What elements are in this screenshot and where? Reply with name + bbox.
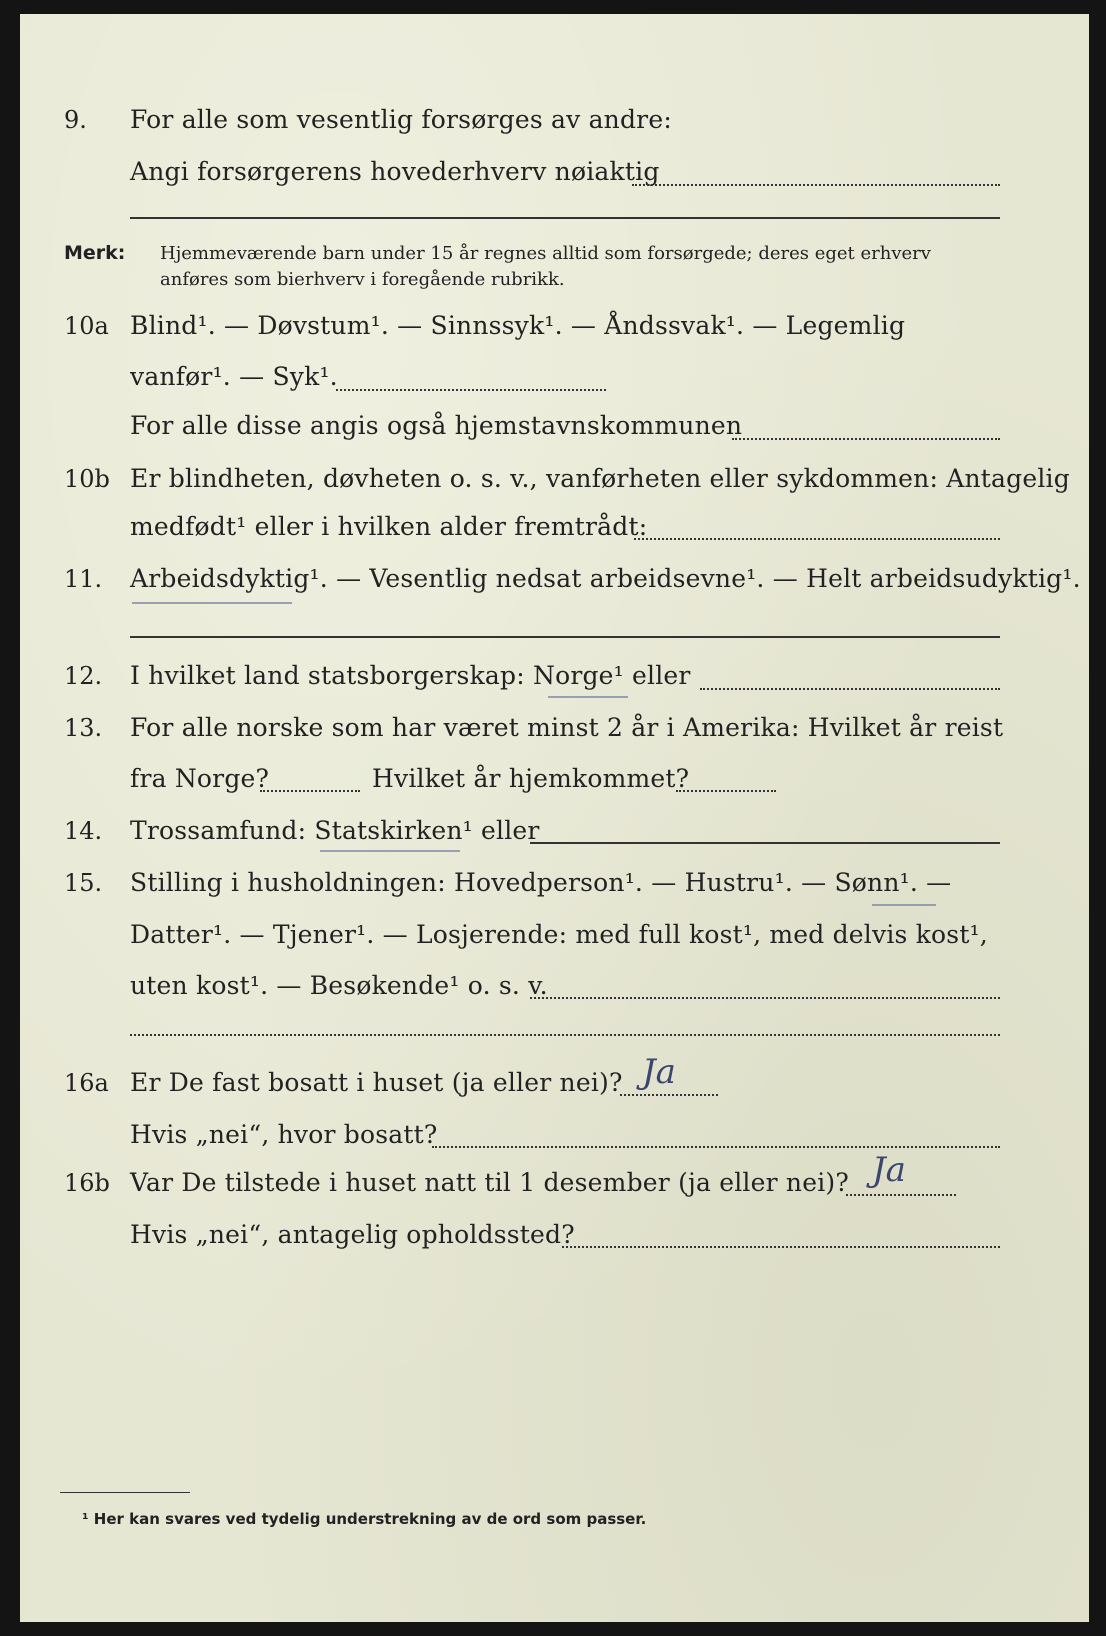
q10a-line1: Blind¹. — Døvstum¹. — Sinnssyk¹. — Åndssvak¹. — Legemlig: [130, 311, 906, 340]
q10b-number: 10b: [64, 465, 110, 493]
q9-answer-line-2[interactable]: [130, 217, 1000, 219]
q16b-line2: Hvis „nei“, antagelig opholdssted?: [130, 1220, 575, 1249]
q9-line2: Angi forsørgerens hovederhverv nøiaktig: [130, 157, 660, 186]
q9-line1: For alle som vesentlig forsørges av andre:: [130, 105, 672, 134]
q10a-number: 10a: [64, 312, 109, 340]
q15-line1: Stilling i husholdningen: Hovedperson¹. — Hustru¹. — Sønn¹. —: [130, 868, 952, 897]
q12-handwritten-underline: [548, 696, 628, 698]
q10b-line1: Er blindheten, døvheten o. s. v., vanførheten eller sykdommen: Antagelig: [130, 464, 1070, 493]
q13-hjemkommet-answer-line[interactable]: [676, 790, 776, 792]
q15-answer-line[interactable]: [530, 997, 1000, 999]
q10b-answer-line[interactable]: [634, 538, 1000, 540]
q14-line1: Trossamfund: Statskirken¹ eller: [130, 816, 540, 845]
q12-line1: I hvilket land statsborgerskap: Norge¹ eller: [130, 661, 691, 690]
q16a-handwritten-answer: Ja: [642, 1052, 676, 1092]
q11-answer-line[interactable]: [130, 636, 1000, 638]
q16a-line2: Hvis „nei“, hvor bosatt?: [130, 1120, 438, 1149]
q15-handwritten-underline: [872, 904, 936, 906]
q9-answer-line[interactable]: [632, 184, 1000, 186]
q13-reist-answer-line[interactable]: [260, 790, 360, 792]
q14-handwritten-underline: [320, 850, 460, 852]
merk-line2: anføres som bierhverv i foregående rubrikk.: [160, 269, 565, 290]
q15-number: 15.: [64, 869, 103, 897]
q11-number: 11.: [64, 565, 103, 593]
q13-line2b: Hvilket år hjemkommet?: [372, 764, 690, 793]
q10a-line2: vanfør¹. — Syk¹.: [130, 362, 338, 391]
q15-answer-line-2[interactable]: [130, 1034, 1000, 1036]
q16b-handwritten-answer: Ja: [872, 1150, 906, 1190]
q11-handwritten-underline: [132, 602, 292, 604]
footnote: ¹ Her kan svares ved tydelig understrekning av de ord som passer.: [82, 1510, 647, 1528]
q13-number: 13.: [64, 714, 103, 742]
q13-line2a: fra Norge?: [130, 764, 270, 793]
q16a-answer-line[interactable]: [620, 1094, 718, 1096]
q11-line1: Arbeidsdyktig¹. — Vesentlig nedsat arbeidsevne¹. — Helt arbeidsudyktig¹.: [130, 564, 1081, 593]
census-form-page: [20, 14, 1089, 1622]
q16b-opholdssted-answer-line[interactable]: [562, 1246, 1000, 1248]
q16b-number: 16b: [64, 1169, 110, 1197]
q9-number: 9.: [64, 106, 87, 134]
merk-line1: Hjemmeværende barn under 15 år regnes alltid som forsørgede; deres eget erhverv: [160, 243, 931, 264]
q12-number: 12.: [64, 662, 103, 690]
merk-label: Merk:: [64, 242, 126, 264]
q13-line1: For alle norske som har været minst 2 år i Amerika: Hvilket år reist: [130, 713, 1004, 742]
q10a-line3: For alle disse angis også hjemstavnskommunen: [130, 411, 743, 440]
q15-line3: uten kost¹. — Besøkende¹ o. s. v.: [130, 971, 548, 1000]
q16a-line1: Er De fast bosatt i huset (ja eller nei)?: [130, 1068, 623, 1097]
q10a-kommune-answer-line[interactable]: [732, 438, 1000, 440]
q16b-line1: Var De tilstede i huset natt til 1 desember (ja eller nei)?: [130, 1168, 849, 1197]
q16b-answer-line[interactable]: [846, 1194, 956, 1196]
q15-line2: Datter¹. — Tjener¹. — Losjerende: med full kost¹, med delvis kost¹,: [130, 920, 988, 949]
q16a-number: 16a: [64, 1069, 109, 1097]
q14-answer-line[interactable]: [530, 842, 1000, 844]
q16a-bosatt-answer-line[interactable]: [432, 1146, 1000, 1148]
q12-answer-line[interactable]: [700, 688, 1000, 690]
q14-number: 14.: [64, 817, 103, 845]
q10a-syk-answer-line[interactable]: [336, 389, 606, 391]
q10b-line2: medfødt¹ eller i hvilken alder fremtrådt:: [130, 512, 648, 541]
footnote-separator: [60, 1492, 190, 1493]
